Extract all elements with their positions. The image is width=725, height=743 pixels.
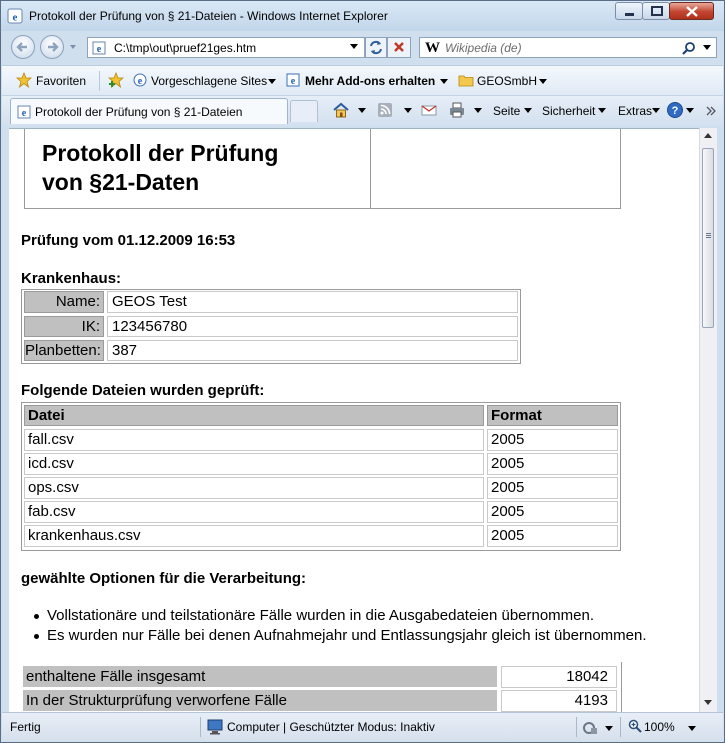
status-separator bbox=[620, 717, 621, 737]
ie-icon bbox=[132, 72, 148, 88]
scrollbar-grip bbox=[706, 235, 711, 236]
document-header-box bbox=[24, 128, 621, 209]
page-title bbox=[42, 139, 278, 197]
favorites-button[interactable]: Favoriten bbox=[36, 74, 87, 88]
page-title-line-1: Protokoll der Prüfung bbox=[42, 140, 279, 166]
maximize-button[interactable] bbox=[642, 2, 670, 20]
computer-zone-icon bbox=[206, 719, 224, 735]
chevron-down-icon[interactable] bbox=[688, 726, 696, 732]
back-arrow-icon bbox=[12, 36, 34, 58]
help-icon[interactable] bbox=[666, 101, 684, 119]
status-separator bbox=[200, 717, 201, 737]
search-icon[interactable] bbox=[682, 41, 696, 55]
tools-menu[interactable]: Extras bbox=[618, 104, 653, 118]
hospital-table bbox=[21, 289, 521, 364]
files-column-header: Format bbox=[487, 405, 618, 426]
status-separator bbox=[576, 717, 577, 737]
hospital-value: GEOS Test bbox=[107, 291, 518, 313]
search-box[interactable] bbox=[419, 37, 717, 58]
minimize-icon bbox=[616, 3, 644, 21]
scrollbar-grip bbox=[706, 233, 711, 234]
maximize-icon bbox=[643, 3, 671, 21]
ie-addon-icon bbox=[285, 72, 301, 88]
add-to-favorites-bar-icon[interactable] bbox=[108, 72, 124, 88]
chevron-down-icon[interactable] bbox=[652, 108, 660, 114]
header-divider bbox=[370, 128, 371, 208]
files-heading: Folgende Dateien wurden geprüft: bbox=[21, 382, 265, 399]
page-content bbox=[9, 128, 699, 713]
hospital-label: Name: bbox=[24, 291, 104, 313]
stats-label: In der Strukturprüfung verworfene Fälle bbox=[23, 690, 497, 711]
vertical-scrollbar[interactable] bbox=[699, 128, 717, 712]
chevron-down-icon[interactable] bbox=[598, 108, 606, 114]
forward-arrow-icon bbox=[41, 36, 63, 58]
stop-button[interactable] bbox=[387, 37, 411, 58]
svg-text:e: e bbox=[12, 11, 18, 24]
option-item: Es wurden nur Fälle bei denen Aufnahmejahr und Entlassungsjahr gleich ist übernommen. bbox=[47, 627, 647, 644]
hospital-label: Planbetten: bbox=[24, 340, 104, 361]
file-format-cell: 2005 bbox=[487, 501, 618, 523]
chevron-down-icon[interactable] bbox=[605, 726, 613, 732]
file-name-cell: fab.csv bbox=[24, 501, 484, 523]
svg-text:e: e bbox=[96, 44, 102, 55]
page-title-line-2: von §21-Daten bbox=[42, 169, 200, 195]
ie-icon bbox=[7, 8, 23, 24]
zoom-level[interactable]: 100% bbox=[644, 720, 675, 734]
favorites-item-suggested-sites[interactable]: Vorgeschlagene Sites bbox=[151, 74, 268, 88]
scroll-up-arrow-icon[interactable] bbox=[702, 130, 714, 142]
svg-text:e: e bbox=[137, 76, 143, 87]
security-zone-text[interactable]: Computer | Geschützter Modus: Inaktiv bbox=[227, 720, 435, 734]
chevron-down-icon[interactable] bbox=[524, 108, 532, 114]
forward-button[interactable] bbox=[40, 35, 64, 59]
page-icon bbox=[92, 41, 106, 55]
stats-value: 18042 bbox=[501, 666, 617, 688]
option-item: Vollstationäre und teilstationäre Fälle wurden in die Ausgabedateien übernommen. bbox=[47, 607, 595, 624]
favorites-star-icon bbox=[16, 72, 32, 88]
status-text: Fertig bbox=[10, 720, 41, 734]
compatibility-view-icon bbox=[366, 38, 386, 57]
files-table bbox=[21, 402, 621, 551]
status-bar bbox=[2, 712, 723, 743]
hospital-heading: Krankenhaus: bbox=[21, 270, 122, 287]
read-mail-icon[interactable] bbox=[420, 101, 438, 119]
file-format-cell: 2005 bbox=[487, 477, 618, 499]
file-name-cell: fall.csv bbox=[24, 429, 484, 451]
file-format-cell: 2005 bbox=[487, 429, 618, 451]
svg-text:e: e bbox=[21, 108, 27, 119]
wikipedia-icon: W bbox=[425, 40, 440, 56]
chevron-down-icon[interactable] bbox=[686, 108, 694, 114]
protected-mode-icon[interactable] bbox=[582, 720, 598, 736]
tab-bar bbox=[2, 95, 723, 126]
tab-label: Protokoll der Prüfung von § 21-Dateien bbox=[35, 105, 243, 119]
print-icon[interactable] bbox=[448, 101, 466, 119]
scrollbar-grip bbox=[706, 237, 711, 238]
recent-pages-dropdown-icon[interactable] bbox=[69, 43, 77, 51]
chevron-down-icon[interactable] bbox=[440, 79, 448, 85]
tab-protokoll[interactable] bbox=[10, 98, 288, 124]
new-tab-button[interactable] bbox=[290, 100, 318, 122]
close-icon bbox=[670, 3, 715, 21]
file-name-cell: icd.csv bbox=[24, 453, 484, 475]
address-dropdown-icon[interactable] bbox=[350, 44, 358, 50]
page-menu[interactable]: Seite bbox=[493, 104, 521, 118]
safety-menu[interactable]: Sicherheit bbox=[542, 104, 596, 118]
zoom-icon[interactable] bbox=[628, 719, 642, 733]
chevron-down-icon[interactable] bbox=[474, 108, 482, 114]
options-heading: gewählte Optionen für die Verarbeitung: bbox=[21, 570, 307, 587]
file-format-cell: 2005 bbox=[487, 453, 618, 475]
stop-icon bbox=[388, 38, 410, 57]
favorites-item-geosmbh[interactable]: GEOSmbH bbox=[477, 74, 538, 88]
file-name-cell: krankenhaus.csv bbox=[24, 525, 484, 547]
close-button[interactable] bbox=[669, 2, 714, 20]
svg-text:e: e bbox=[290, 76, 296, 87]
home-icon[interactable] bbox=[332, 101, 350, 119]
chevron-down-icon[interactable] bbox=[268, 79, 276, 85]
address-bar[interactable] bbox=[87, 37, 365, 58]
search-options-dropdown-icon[interactable] bbox=[703, 45, 711, 51]
search-input[interactable]: Wikipedia (de) bbox=[445, 41, 522, 55]
address-input[interactable]: C:\tmp\out\pruef21ges.htm bbox=[114, 41, 257, 55]
back-button[interactable] bbox=[11, 35, 35, 59]
command-bar-overflow-icon[interactable] bbox=[706, 106, 716, 116]
scroll-down-arrow-icon[interactable] bbox=[702, 696, 714, 708]
chevron-down-icon[interactable] bbox=[358, 108, 366, 114]
folder-icon bbox=[458, 72, 474, 88]
minimize-button[interactable] bbox=[615, 2, 643, 20]
favorites-separator bbox=[99, 71, 100, 91]
compatibility-view-button[interactable] bbox=[365, 37, 387, 58]
stats-value: 4193 bbox=[501, 690, 617, 712]
check-date: Prüfung vom 01.12.2009 16:53 bbox=[21, 232, 236, 249]
favorites-bar bbox=[2, 65, 723, 96]
rss-feed-icon[interactable] bbox=[376, 101, 394, 119]
file-format-cell: 2005 bbox=[487, 525, 618, 547]
navigation-bar bbox=[1, 31, 724, 65]
file-name-cell: ops.csv bbox=[24, 477, 484, 499]
chevron-down-icon[interactable] bbox=[539, 79, 547, 85]
favorites-item-addons[interactable]: Mehr Add-ons erhalten bbox=[305, 74, 436, 88]
svg-text:?: ? bbox=[671, 105, 679, 117]
hospital-value: 123456780 bbox=[107, 316, 518, 337]
files-column-header: Datei bbox=[24, 405, 484, 426]
page-icon bbox=[17, 105, 31, 119]
stats-table bbox=[21, 662, 622, 713]
window-title: Protokoll der Prüfung von § 21-Dateien - Windows Internet Explorer bbox=[29, 9, 388, 23]
chevron-down-icon[interactable] bbox=[404, 108, 412, 114]
stats-label: enthaltene Fälle insgesamt bbox=[23, 666, 497, 687]
hospital-label: IK: bbox=[24, 316, 104, 337]
scrollbar-thumb[interactable] bbox=[702, 148, 714, 328]
hospital-value: 387 bbox=[107, 340, 518, 361]
title-bar[interactable] bbox=[1, 1, 724, 31]
